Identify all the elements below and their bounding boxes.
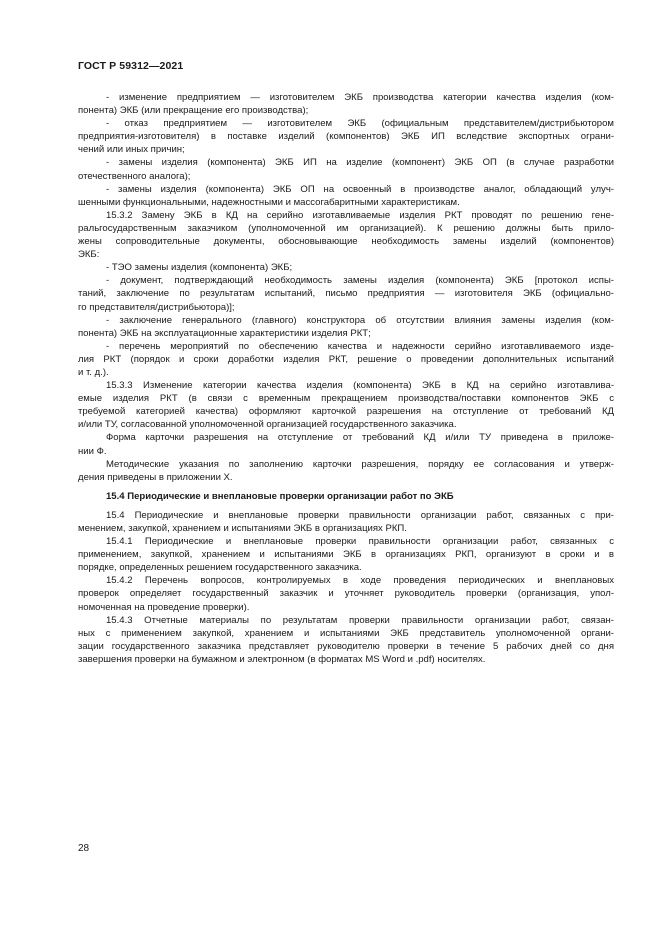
text-line: дения приведены в приложении X. bbox=[78, 471, 233, 483]
text-line: и т. д.). bbox=[78, 366, 109, 378]
text-line: - ТЭО замены изделия (компонента) ЭКБ; bbox=[106, 262, 293, 274]
text-line: и/или ТУ, согласованной уполномоченной организацией государственного заказчика. bbox=[78, 419, 457, 431]
section-heading: 15.4 Периодические и внеплановые проверки организации работ по ЭКБ bbox=[106, 490, 454, 502]
text-line: - документ, подтверждающий необходимость замены изделия (компонента) ЭКБ [протокол испы- bbox=[106, 275, 614, 287]
text-line: понента) ЭКБ (или прекращение его производства); bbox=[78, 105, 309, 117]
paragraph bbox=[78, 314, 614, 340]
text-line: жены сопроводительные документы, обосновывающие необходимость замены изделий (компонентов) bbox=[78, 236, 614, 248]
text-line: чений или иных причин; bbox=[78, 144, 185, 156]
text-line: - отказ предприятием — изготовителем ЭКБ (официальным представителем/дистрибьютором bbox=[106, 118, 614, 130]
text-line: ральгосударственным заказчиком (уполномоченной им организацией). К решению должны быть прило- bbox=[78, 222, 614, 234]
text-line: ных с применением закупкой, хранением и испытаниями ЭКБ представитель уполномоченной органи- bbox=[78, 627, 614, 639]
text-line: менением, закупкой, хранением и испытаниями ЭКБ в организациях РКП. bbox=[78, 523, 407, 534]
text-line: применением, закупкой, хранением и испытаниями ЭКБ в организациях РКП, организуют в сроки и в bbox=[78, 549, 614, 561]
text-line: 15.4 Периодические и внеплановые проверки правильности организации работ, связанных с при- bbox=[106, 509, 614, 521]
text-line: го представителя/дистрибьютора)]; bbox=[78, 301, 235, 313]
section-paragraph-list bbox=[78, 509, 614, 666]
text-line: зации государственного заказчика представляет руководителю проверки в течение 5 рабочих дней со дня bbox=[78, 640, 614, 652]
text-line: предприятия-изготовителя) в поставке изделий (компонентов) ЭКБ ИП вследствие экспортных ограни- bbox=[78, 131, 614, 143]
text-line: понента) ЭКБ на эксплуатационные характеристики изделия РКТ; bbox=[78, 327, 371, 339]
text-line: емые изделия РКТ (в связи с временным прекращением производства/поставки компонентов ЭКБ с bbox=[78, 393, 614, 405]
paragraph-list bbox=[78, 91, 614, 484]
paragraph bbox=[78, 274, 614, 313]
text-line: 15.4.1 Периодические и внеплановые проверки правильности организации работ, связанных с bbox=[106, 536, 614, 548]
paragraph bbox=[78, 379, 614, 431]
paragraph bbox=[78, 458, 614, 484]
paragraph bbox=[78, 614, 614, 666]
text-line: - перечень мероприятий по обеспечению качества и надежности серийно изготавливаемого изде- bbox=[106, 340, 614, 352]
text-line: завершения проверки на бумажном и электронном (в форматах MS Word и .pdf) носителях. bbox=[78, 653, 486, 665]
text-line: - замены изделия (компонента) ЭКБ ИП на изделие (компонент) ЭКБ ОП (в случае разработки bbox=[106, 157, 614, 169]
page-number: 28 bbox=[78, 843, 90, 854]
document-header: ГОСТ Р 59312—2021 bbox=[78, 60, 184, 72]
text-line: шенными функциональными, надежностными и массогабаритными характеристикам. bbox=[78, 196, 460, 208]
text-line: лия РКТ (порядок и сроки доработки изделия РКТ, решение о проведении дополнительных испытаний bbox=[78, 353, 614, 365]
paragraph bbox=[78, 340, 614, 379]
paragraph bbox=[78, 261, 614, 274]
text-line: Форма карточки разрешения на отступление от требований КД и/или ТУ приведена в приложе- bbox=[106, 432, 614, 444]
paragraph bbox=[78, 117, 614, 156]
paragraph bbox=[78, 91, 614, 117]
paragraph bbox=[78, 209, 614, 261]
paragraph bbox=[78, 183, 614, 209]
text-line: ЭКБ: bbox=[78, 249, 100, 261]
text-line: - изменение предприятием — изготовителем ЭКБ производства категории качества изделия (ком- bbox=[106, 92, 614, 103]
paragraph bbox=[78, 156, 614, 182]
paragraph bbox=[78, 574, 614, 613]
text-line: 15.4.2 Перечень вопросов, контролируемых в ходе проведения периодических и внеплановых bbox=[106, 575, 614, 587]
text-line: нии Ф. bbox=[78, 445, 107, 457]
text-line: номоченная на проведение проверки). bbox=[78, 601, 250, 613]
paragraph bbox=[78, 431, 614, 457]
text-line: - заключение генерального (главного) конструктора об отсутствии влияния замены изделия (ком- bbox=[106, 314, 614, 326]
text-line: 15.4.3 Отчетные материалы по результатам проверки правильности организации работ, связан- bbox=[106, 614, 614, 626]
text-line: 15.3.2 Замену ЭКБ в КД на серийно изготавливаемые изделия РКТ проводят по решению гене- bbox=[106, 209, 614, 221]
text-line: отечественного аналога); bbox=[78, 170, 191, 182]
paragraph bbox=[78, 509, 614, 535]
paragraph bbox=[78, 535, 614, 574]
text-line: проверок определяет государственный заказчик и уточняет руководитель проверки (организация, упол- bbox=[78, 588, 614, 600]
text-line: 15.3.3 Изменение категории качества изделия (компонента) ЭКБ в КД на серийно изготавлива- bbox=[106, 380, 614, 392]
document-body bbox=[78, 91, 614, 666]
text-line: Методические указания по заполнению карточки разрешения, порядку ее согласования и утверж- bbox=[106, 458, 614, 470]
text-line: - замены изделия (компонента) ЭКБ ОП на освоенный в производстве аналог, обладающий улуч- bbox=[106, 183, 614, 195]
text-line: требуемой категорией качества) оформляют карточкой разрешения на отступление от требований КД bbox=[78, 406, 614, 418]
text-line: таний, заключение по результатам испытаний, письмо предприятия — изготовителя ЭКБ (официально- bbox=[78, 288, 614, 300]
text-line: порядке, определенных решением государственного заказчика. bbox=[78, 562, 362, 574]
